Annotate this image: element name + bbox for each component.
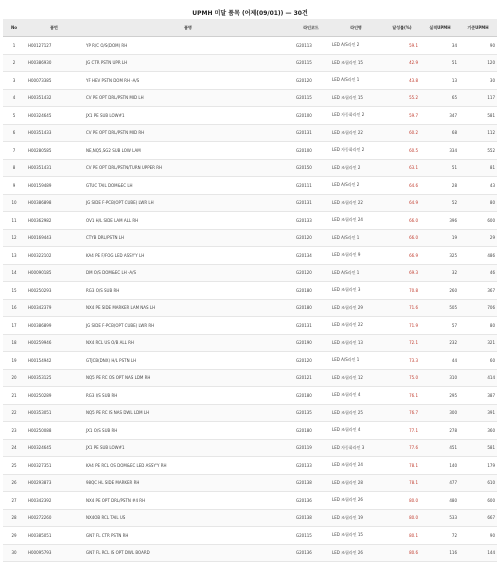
cell-no: 27 [3,492,25,510]
table-row[interactable] [3,229,497,247]
cell-achievement-rate: 78.1 [383,474,421,492]
cell-achievement-rate: 64.6 [383,177,421,195]
cell-achievement-rate: 71.9 [383,317,421,335]
cell-actual-upmh: 13 [421,72,459,90]
cell-no: 22 [3,404,25,422]
cell-line-code: G20180 [293,422,329,440]
cell-part-name: NQ5 PE RC OS OPT NAS LDM RH [83,369,293,387]
cell-standard-upmh: 667 [459,509,497,527]
cell-actual-upmh: 28 [421,177,459,195]
cell-part-no: H00362982 [25,212,83,230]
cell-achievement-rate: 80.0 [383,509,421,527]
cell-achievement-rate: 71.6 [383,299,421,317]
cell-line-name: LED 자동화라인 2 [329,142,383,160]
cell-standard-upmh: 706 [459,299,497,317]
cell-no: 25 [3,457,25,475]
cell-part-name: 98QC HL SIDE MARKER RH [83,474,293,492]
cell-standard-upmh: 486 [459,247,497,265]
cell-part-no: H00351433 [25,124,83,142]
cell-achievement-rate: 76.1 [383,387,421,405]
cell-standard-upmh: 360 [459,422,497,440]
cell-line-code: G20180 [293,299,329,317]
cell-achievement-rate: 70.8 [383,282,421,300]
cell-part-name: JG CTR PSTN UPR LH [83,54,293,72]
cell-line-name: LED 조립라인 4 [329,387,383,405]
cell-actual-upmh: 232 [421,334,459,352]
cell-part-name: OV1 H/L SIDE LAM ALL RH [83,212,293,230]
cell-standard-upmh: 391 [459,404,497,422]
cell-line-name: LED 조립라인 4 [329,422,383,440]
cell-line-code: G20113 [293,37,329,55]
cell-line-code: G20100 [293,142,329,160]
cell-standard-upmh: 600 [459,492,497,510]
cell-no: 7 [3,142,25,160]
cell-part-name: CV PE OPT DRL/PSTN MID RH [83,124,293,142]
cell-actual-upmh: 34 [421,37,459,55]
cell-actual-upmh: 295 [421,387,459,405]
cell-achievement-rate: 80.1 [383,527,421,545]
cell-line-name: LED 조립라인 12 [329,369,383,387]
table-row[interactable] [3,474,497,492]
cell-part-no: H00351431 [25,159,83,177]
table-row[interactable] [3,89,497,107]
table-row[interactable] [3,509,497,527]
cell-part-no: H00351432 [25,89,83,107]
cell-actual-upmh: 480 [421,492,459,510]
cell-line-name: LED 자동화라인 2 [329,107,383,125]
cell-no: 21 [3,387,25,405]
cell-part-name: KA4 PE F/FOG LED ASSY'Y LH [83,247,293,265]
cell-line-code: G20136 [293,544,329,562]
table-row[interactable] [3,457,497,475]
cell-line-code: G20115 [293,54,329,72]
cell-actual-upmh: 334 [421,142,459,160]
cell-line-code: G20100 [293,107,329,125]
cell-line-name: LED 조립라인 2 [329,159,383,177]
cell-part-no: H00342392 [25,492,83,510]
cell-line-code: G20190 [293,334,329,352]
cell-part-name: CTYB DRL/PSTN LH [83,229,293,247]
cell-line-code: G20131 [293,194,329,212]
table-row[interactable] [3,387,497,405]
cell-line-name: LED 자동화라인 3 [329,439,383,457]
cell-no: 8 [3,159,25,177]
cell-standard-upmh: 552 [459,142,497,160]
cell-standard-upmh: 112 [459,124,497,142]
cell-line-name: LED 조립라인 13 [329,334,383,352]
cell-part-no: H00169443 [25,229,83,247]
table-row[interactable] [3,247,497,265]
cell-actual-upmh: 347 [421,107,459,125]
cell-no: 2 [3,54,25,72]
cell-part-name: JG SIDE F-PCB(OPT CUBE) LWR RH [83,317,293,335]
cell-achievement-rate: 76.7 [383,404,421,422]
table-row[interactable] [3,404,497,422]
cell-actual-upmh: 278 [421,422,459,440]
table-row[interactable] [3,212,497,230]
cell-actual-upmh: 65 [421,89,459,107]
col-header-standard-upmh[interactable]: 기준UPMH [459,19,497,37]
cell-achievement-rate: 43.8 [383,72,421,90]
cell-achievement-rate: 78.1 [383,457,421,475]
cell-actual-upmh: 44 [421,352,459,370]
cell-line-name: LED A/S라인 1 [329,264,383,282]
cell-line-name: LED 조립라인 28 [329,474,383,492]
cell-no: 15 [3,282,25,300]
cell-part-name: NX4 PE SIDE MARKER LAM NAS LH [83,299,293,317]
table-row[interactable] [3,37,497,55]
cell-actual-upmh: 505 [421,299,459,317]
cell-standard-upmh: 144 [459,544,497,562]
table-row[interactable] [3,334,497,352]
cell-actual-upmh: 72 [421,527,459,545]
cell-actual-upmh: 51 [421,54,459,72]
cell-line-code: G20131 [293,124,329,142]
cell-line-name: LED 조립라인 15 [329,54,383,72]
cell-part-no: H00250293 [25,282,83,300]
cell-achievement-rate: 66.0 [383,212,421,230]
cell-actual-upmh: 477 [421,474,459,492]
cell-no: 4 [3,89,25,107]
cell-line-code: G20180 [293,282,329,300]
cell-achievement-rate: 66.9 [383,247,421,265]
cell-actual-upmh: 260 [421,282,459,300]
cell-no: 12 [3,229,25,247]
cell-part-no: H00250088 [25,422,83,440]
cell-achievement-rate: 64.9 [383,194,421,212]
cell-actual-upmh: 68 [421,124,459,142]
table-row[interactable] [3,177,497,195]
cell-part-no: H00342379 [25,299,83,317]
cell-no: 24 [3,439,25,457]
cell-part-no: H00259946 [25,334,83,352]
cell-line-name: LED 조립라인 26 [329,544,383,562]
cell-line-name: LED 조립라인 25 [329,404,383,422]
cell-standard-upmh: 321 [459,334,497,352]
table-row[interactable] [3,422,497,440]
cell-standard-upmh: 117 [459,89,497,107]
cell-line-name: LED 조립라인 15 [329,89,383,107]
cell-part-name: GTJCB(DNX) H/L PSTN LH [83,352,293,370]
cell-achievement-rate: 75.0 [383,369,421,387]
cell-achievement-rate: 60.5 [383,142,421,160]
cell-part-name: GN7 FL RCL IS OPT DWL BOARD [83,544,293,562]
table-row[interactable] [3,544,497,562]
cell-achievement-rate: 60.2 [383,124,421,142]
cell-actual-upmh: 310 [421,369,459,387]
cell-actual-upmh: 300 [421,404,459,422]
cell-part-no: H00386898 [25,194,83,212]
cell-line-name: LED A/S라인 2 [329,177,383,195]
cell-part-no: H00159489 [25,177,83,195]
cell-standard-upmh: 46 [459,264,497,282]
cell-no: 14 [3,264,25,282]
cell-line-name: LED A/S라인 1 [329,352,383,370]
cell-line-name: LED 조립라인 24 [329,457,383,475]
cell-achievement-rate: 80.0 [383,492,421,510]
col-header-no[interactable]: No [3,19,25,37]
table-row[interactable] [3,299,497,317]
cell-part-name: KA4 PE RCL OS DOM&EC LED ASSY'Y RH [83,457,293,475]
cell-line-name: LED 조립라인 22 [329,124,383,142]
table-row[interactable] [3,124,497,142]
cell-achievement-rate: 42.9 [383,54,421,72]
cell-achievement-rate: 77.1 [383,422,421,440]
cell-no: 5 [3,107,25,125]
cell-standard-upmh: 29 [459,229,497,247]
cell-standard-upmh: 179 [459,457,497,475]
cell-line-code: G20115 [293,527,329,545]
table-row[interactable] [3,282,497,300]
cell-line-name: LED A/S라인 1 [329,229,383,247]
cell-actual-upmh: 52 [421,194,459,212]
cell-part-name: CV PE OPT DRL/PSTN/TURN UPPER RH [83,159,293,177]
report-title: UPMH 미달 품목 (어제(09/01)) — 30건 [192,10,308,17]
cell-no: 11 [3,212,25,230]
cell-no: 30 [3,544,25,562]
cell-actual-upmh: 325 [421,247,459,265]
cell-standard-upmh: 80 [459,317,497,335]
cell-line-code: G20121 [293,369,329,387]
cell-line-name: LED 조립라인 26 [329,492,383,510]
cell-line-code: G20111 [293,177,329,195]
table-row[interactable] [3,317,497,335]
cell-standard-upmh: 120 [459,54,497,72]
cell-actual-upmh: 533 [421,509,459,527]
cell-no: 18 [3,334,25,352]
cell-achievement-rate: 80.6 [383,544,421,562]
cell-line-name: LED 조립라인 22 [329,194,383,212]
col-header-line-code[interactable]: 라인코드 [293,19,329,37]
cell-no: 23 [3,422,25,440]
table-row[interactable] [3,352,497,370]
cell-standard-upmh: 387 [459,387,497,405]
cell-no: 1 [3,37,25,55]
col-header-line-name[interactable]: 라인명 [329,19,383,37]
cell-part-no: H00280585 [25,142,83,160]
cell-achievement-rate: 73.3 [383,352,421,370]
cell-no: 3 [3,72,25,90]
cell-part-no: H00322102 [25,247,83,265]
col-header-achievement-rate[interactable]: 달성률(%) [383,19,421,37]
cell-part-name: DM O/S DOM&EC LH -A/S [83,264,293,282]
cell-part-name: YF HEV PSTN DOM RH -A/S [83,72,293,90]
col-header-part-name[interactable]: 품명 [83,19,293,37]
cell-achievement-rate: 72.1 [383,334,421,352]
cell-line-code: G20138 [293,509,329,527]
cell-standard-upmh: 60 [459,352,497,370]
table-row[interactable] [3,492,497,510]
col-header-part-no[interactable]: 품번 [25,19,83,37]
table-row[interactable] [3,264,497,282]
cell-standard-upmh: 43 [459,177,497,195]
cell-part-name: JX1 O/S SUB RH [83,422,293,440]
cell-standard-upmh: 80 [459,194,497,212]
cell-line-name: LED 조립라인 22 [329,317,383,335]
cell-line-code: G20133 [293,457,329,475]
cell-achievement-rate: 66.0 [383,229,421,247]
cell-actual-upmh: 57 [421,317,459,335]
cell-line-name: LED 조립라인 3 [329,282,383,300]
cell-part-no: H00386930 [25,54,83,72]
cell-standard-upmh: 81 [459,159,497,177]
cell-line-code: G20134 [293,247,329,265]
cell-actual-upmh: 140 [421,457,459,475]
cell-line-code: G20131 [293,317,329,335]
cell-part-name: JG SIDE F-PCB(OPT CUBE) LWR LH [83,194,293,212]
cell-part-no: H00127127 [25,37,83,55]
cell-line-code: G20120 [293,229,329,247]
cell-line-name: LED 조립라인 15 [329,527,383,545]
cell-part-name: RG3 O/S SUB RH [83,282,293,300]
cell-achievement-rate: 55.2 [383,89,421,107]
cell-standard-upmh: 90 [459,527,497,545]
cell-standard-upmh: 367 [459,282,497,300]
cell-standard-upmh: 600 [459,212,497,230]
cell-standard-upmh: 581 [459,439,497,457]
table-row[interactable] [3,72,497,90]
cell-no: 26 [3,474,25,492]
cell-achievement-rate: 63.1 [383,159,421,177]
cell-achievement-rate: 59.1 [383,37,421,55]
cell-part-no: H00353051 [25,404,83,422]
cell-no: 19 [3,352,25,370]
cell-achievement-rate: 77.6 [383,439,421,457]
cell-no: 20 [3,369,25,387]
cell-actual-upmh: 32 [421,264,459,282]
cell-standard-upmh: 414 [459,369,497,387]
cell-part-no: H00073385 [25,72,83,90]
col-header-actual-upmh[interactable]: 실적UPMH [421,19,459,37]
cell-no: 13 [3,247,25,265]
cell-part-name: RG3 I/S SUB RH [83,387,293,405]
cell-no: 28 [3,509,25,527]
cell-part-name: GTUC TAIL DOM&EC LH [83,177,293,195]
cell-line-code: G20120 [293,72,329,90]
cell-line-name: LED 조립라인 29 [329,299,383,317]
cell-no: 16 [3,299,25,317]
cell-part-name: YP R/C O/S(DOM) RH [83,37,293,55]
cell-part-name: GN7 FL CTR PSTN RH [83,527,293,545]
cell-no: 6 [3,124,25,142]
cell-part-no: H00324645 [25,439,83,457]
cell-line-name: LED 조립라인 19 [329,509,383,527]
cell-standard-upmh: 581 [459,107,497,125]
cell-standard-upmh: 610 [459,474,497,492]
table-row[interactable] [3,194,497,212]
cell-part-no: H00154942 [25,352,83,370]
cell-part-no: H00090185 [25,264,83,282]
cell-line-code: G20136 [293,492,329,510]
cell-part-name: JX1 PE SUB LOW#1 [83,439,293,457]
cell-line-name: LED 조립라인 24 [329,212,383,230]
table-row[interactable] [3,527,497,545]
cell-part-no: H00095793 [25,544,83,562]
cell-part-no: H00385051 [25,527,83,545]
cell-part-no: H00272260 [25,509,83,527]
cell-no: 17 [3,317,25,335]
cell-line-name: LED 조립라인 9 [329,247,383,265]
cell-part-name: NX4OB RCL TAIL US [83,509,293,527]
cell-actual-upmh: 116 [421,544,459,562]
cell-achievement-rate: 69.3 [383,264,421,282]
cell-part-name: NX4 PE OPT DRL/PSTN #4 RH [83,492,293,510]
cell-line-code: G20138 [293,474,329,492]
table-row[interactable] [3,107,497,125]
cell-part-name: NQ5 PE RC IS NAS DWL LDM LH [83,404,293,422]
cell-line-code: G20115 [293,89,329,107]
cell-line-name: LED A/S라인 2 [329,37,383,55]
upmh-table [3,19,497,562]
cell-line-code: G20120 [293,264,329,282]
table-body [3,37,497,562]
cell-part-no: H00353125 [25,369,83,387]
cell-standard-upmh: 90 [459,37,497,55]
cell-no: 29 [3,527,25,545]
cell-part-no: H00324645 [25,107,83,125]
cell-actual-upmh: 51 [421,159,459,177]
table-row[interactable] [3,142,497,160]
table-row[interactable] [3,369,497,387]
cell-part-no: H00386899 [25,317,83,335]
table-header-row [3,19,497,37]
cell-actual-upmh: 451 [421,439,459,457]
cell-line-code: G20119 [293,439,329,457]
cell-part-name: JX1 PE SUB LOW#1 [83,107,293,125]
cell-line-code: G20180 [293,387,329,405]
cell-achievement-rate: 59.7 [383,107,421,125]
table-row[interactable] [3,439,497,457]
cell-line-code: G20135 [293,404,329,422]
cell-part-name: NE,NQ5,SG2 SUB LOW LAM [83,142,293,160]
cell-part-no: H00293873 [25,474,83,492]
cell-no: 9 [3,177,25,195]
cell-part-name: NX4 RCL US O/B ALL RH [83,334,293,352]
cell-line-code: G20133 [293,212,329,230]
cell-line-code: G20120 [293,352,329,370]
cell-standard-upmh: 30 [459,72,497,90]
cell-part-no: H00327351 [25,457,83,475]
table-row[interactable] [3,54,497,72]
cell-part-no: H00250289 [25,387,83,405]
cell-actual-upmh: 19 [421,229,459,247]
table-row[interactable] [3,159,497,177]
cell-part-name: CV PE OPT DRL/PSTN MID LH [83,89,293,107]
cell-line-name: LED A/S라인 1 [329,72,383,90]
cell-actual-upmh: 396 [421,212,459,230]
cell-no: 10 [3,194,25,212]
cell-line-code: G20150 [293,159,329,177]
